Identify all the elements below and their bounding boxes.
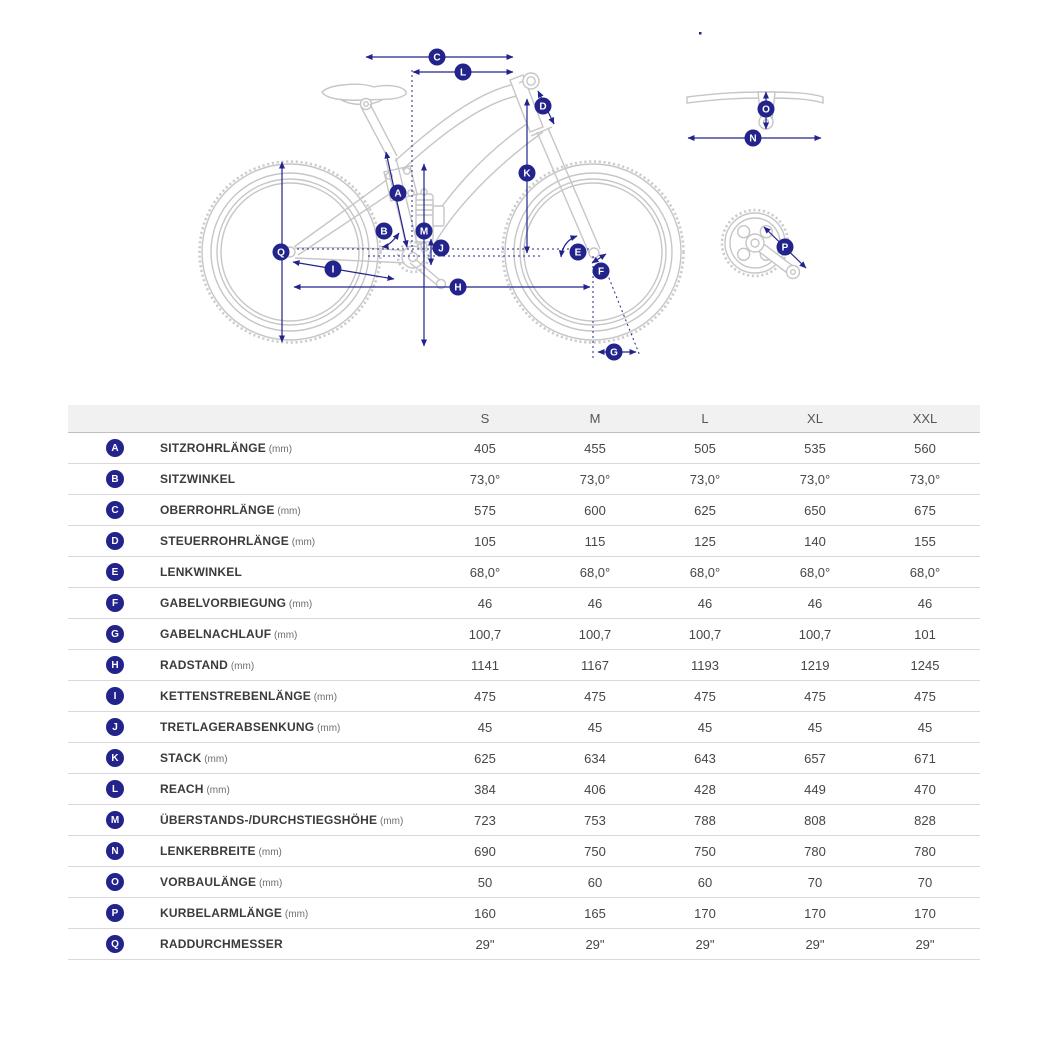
badge-b <box>376 223 393 240</box>
row-label: RADSTAND (mm) <box>160 658 255 672</box>
row-label: VORBAULÄNGE (mm) <box>160 875 283 889</box>
row-value: 600 <box>584 502 606 518</box>
row-value: 115 <box>584 533 606 549</box>
row-value: 140 <box>804 533 826 549</box>
row-value: 45 <box>477 719 493 735</box>
badge-n <box>745 130 762 147</box>
row-value: 100,7 <box>578 626 612 642</box>
badge-o <box>758 101 775 118</box>
row-letter-badge: H <box>106 656 124 674</box>
row-value: 45 <box>917 719 933 735</box>
row-label: REACH (mm) <box>160 782 230 796</box>
svg-text:M: M <box>419 226 429 238</box>
table-row <box>68 836 980 867</box>
row-value: 170 <box>694 905 716 921</box>
row-letter-badge: B <box>106 470 124 488</box>
row-label: ÜBERSTANDS-/DURCHSTIEGSHÖHE (mm) <box>160 813 404 827</box>
row-value: 428 <box>694 781 716 797</box>
row-letter-badge: L <box>106 780 124 798</box>
row-value: 475 <box>804 688 826 704</box>
row-value: 650 <box>804 502 826 518</box>
row-label: TRETLAGERABSENKUNG (mm) <box>160 720 341 734</box>
row-value: 675 <box>914 502 936 518</box>
row-value: 475 <box>474 688 496 704</box>
row-value: 105 <box>474 533 496 549</box>
row-value: 1245 <box>910 657 940 673</box>
badge-g <box>606 344 623 361</box>
table-body <box>68 433 980 960</box>
row-label: OBERROHRLÄNGE (mm) <box>160 503 301 517</box>
row-value: 575 <box>474 502 496 518</box>
table-row <box>68 495 980 526</box>
table-row <box>68 805 980 836</box>
table-row <box>68 712 980 743</box>
row-label: STEUERROHRLÄNGE (mm) <box>160 534 316 548</box>
table-row <box>68 774 980 805</box>
row-value: 625 <box>474 750 496 766</box>
row-value: 50 <box>477 874 493 890</box>
table-header-row <box>68 405 980 433</box>
table-row <box>68 743 980 774</box>
table-row <box>68 929 980 960</box>
row-label: LENKWINKEL <box>160 565 242 579</box>
row-label: STACK (mm) <box>160 751 228 765</box>
row-value: 384 <box>474 781 496 797</box>
row-value: 73,0° <box>909 471 941 487</box>
row-value: 828 <box>914 812 936 828</box>
row-value: 449 <box>804 781 826 797</box>
row-value: 29" <box>695 936 715 952</box>
svg-text:K: K <box>523 168 531 180</box>
row-value: 780 <box>914 843 936 859</box>
geometry-table <box>68 405 980 960</box>
row-value: 155 <box>914 533 936 549</box>
badge-m <box>416 223 433 240</box>
row-label: LENKERBREITE (mm) <box>160 844 282 858</box>
svg-text:E: E <box>574 247 582 259</box>
row-letter-badge: M <box>106 811 124 829</box>
row-value: 475 <box>584 688 606 704</box>
row-value: 46 <box>697 595 713 611</box>
row-letter-badge: A <box>106 439 124 457</box>
size-header-s: S <box>480 411 490 426</box>
row-value: 1193 <box>691 657 719 673</box>
row-label: GABELNACHLAUF (mm) <box>160 627 298 641</box>
svg-text:J: J <box>438 243 444 255</box>
row-value: 45 <box>807 719 823 735</box>
row-letter-badge: D <box>106 532 124 550</box>
row-value: 1141 <box>471 657 499 673</box>
row-letter-badge: F <box>106 594 124 612</box>
row-letter-badge: O <box>106 873 124 891</box>
row-value: 68,0° <box>689 564 721 580</box>
row-value: 70 <box>807 874 823 890</box>
svg-text:D: D <box>539 101 547 113</box>
handlebar-top-view <box>687 92 823 129</box>
row-value: 73,0° <box>689 471 721 487</box>
svg-text:B: B <box>380 226 388 238</box>
svg-text:P: P <box>781 242 789 254</box>
svg-text:A: A <box>394 188 402 200</box>
row-value: 60 <box>587 874 603 890</box>
table-row <box>68 433 980 464</box>
row-value: 625 <box>694 502 716 518</box>
size-header-m: M <box>589 411 601 426</box>
svg-text:O: O <box>762 104 770 116</box>
row-value: 690 <box>474 843 496 859</box>
row-value: 643 <box>694 750 716 766</box>
row-label: SITZWINKEL <box>160 472 236 486</box>
svg-text:G: G <box>610 347 618 359</box>
row-value: 535 <box>804 440 826 456</box>
badge-i <box>325 261 342 278</box>
row-value: 165 <box>584 905 606 921</box>
row-value: 406 <box>584 781 606 797</box>
row-value: 46 <box>587 595 603 611</box>
row-value: 475 <box>694 688 716 704</box>
badge-j <box>433 240 450 257</box>
row-value: 29" <box>915 936 935 952</box>
row-value: 101 <box>914 626 936 642</box>
row-label: SITZROHRLÄNGE (mm) <box>160 441 293 455</box>
badge-p <box>777 239 794 256</box>
row-value: 46 <box>807 595 823 611</box>
row-value: 125 <box>694 533 716 549</box>
svg-text:Q: Q <box>277 247 285 259</box>
badge-f <box>593 263 610 280</box>
badge-q <box>273 244 290 261</box>
svg-text:I: I <box>331 264 335 276</box>
row-value: 100,7 <box>798 626 832 642</box>
row-value: 405 <box>474 440 496 456</box>
svg-text:H: H <box>454 282 462 294</box>
row-value: 723 <box>474 812 496 828</box>
row-value: 73,0° <box>579 471 611 487</box>
row-label: KETTENSTREBENLÄNGE (mm) <box>160 689 338 703</box>
stray-dot <box>699 32 702 35</box>
row-value: 475 <box>914 688 936 704</box>
row-value: 505 <box>694 440 716 456</box>
table-row <box>68 557 980 588</box>
bike-geometry-diagram <box>0 0 1040 400</box>
table-row <box>68 650 980 681</box>
row-value: 455 <box>584 440 606 456</box>
bike-frame <box>294 73 600 289</box>
row-value: 750 <box>694 843 716 859</box>
row-label: RADDURCHMESSER <box>160 937 283 951</box>
row-value: 29" <box>805 936 825 952</box>
row-value: 45 <box>587 719 603 735</box>
row-letter-badge: J <box>106 718 124 736</box>
row-label: GABELVORBIEGUNG (mm) <box>160 596 313 610</box>
row-value: 46 <box>477 595 493 611</box>
row-label: KURBELARMLÄNGE (mm) <box>160 906 309 920</box>
size-header-l: L <box>701 411 709 426</box>
row-value: 68,0° <box>909 564 941 580</box>
arrow-i <box>293 262 394 279</box>
row-value: 160 <box>474 905 496 921</box>
svg-text:N: N <box>749 133 757 145</box>
row-value: 100,7 <box>468 626 502 642</box>
row-letter-badge: G <box>106 625 124 643</box>
row-letter-badge: K <box>106 749 124 767</box>
row-value: 68,0° <box>579 564 611 580</box>
row-letter-badge: I <box>106 687 124 705</box>
row-letter-badge: Q <box>106 935 124 953</box>
table-row <box>68 681 980 712</box>
row-value: 1219 <box>800 657 830 673</box>
size-header-xxl: XXL <box>912 411 938 426</box>
row-value: 100,7 <box>688 626 722 642</box>
row-value: 29" <box>585 936 605 952</box>
row-value: 634 <box>584 750 606 766</box>
row-value: 46 <box>917 595 933 611</box>
row-value: 560 <box>914 440 936 456</box>
badge-d <box>535 98 552 115</box>
size-header-xl: XL <box>807 411 823 426</box>
row-value: 70 <box>917 874 933 890</box>
svg-text:C: C <box>433 52 441 64</box>
row-value: 45 <box>697 719 713 735</box>
row-value: 753 <box>584 812 606 828</box>
table-row <box>68 619 980 650</box>
row-value: 170 <box>804 905 826 921</box>
table-row <box>68 898 980 929</box>
badge-e <box>570 244 587 261</box>
row-value: 170 <box>914 905 936 921</box>
row-value: 68,0° <box>469 564 501 580</box>
rear-wheel <box>200 162 381 343</box>
row-value: 780 <box>804 843 826 859</box>
badge-l <box>455 64 472 81</box>
row-value: 29" <box>475 936 495 952</box>
row-value: 73,0° <box>799 471 831 487</box>
row-letter-badge: E <box>106 563 124 581</box>
row-value: 671 <box>914 750 936 766</box>
table-row <box>68 464 980 495</box>
table-row <box>68 526 980 557</box>
badge-c <box>429 49 446 66</box>
row-value: 808 <box>804 812 826 828</box>
row-value: 73,0° <box>469 471 501 487</box>
row-value: 470 <box>914 781 936 797</box>
table-row <box>68 867 980 898</box>
row-value: 1167 <box>581 657 609 673</box>
row-value: 68,0° <box>799 564 831 580</box>
svg-text:F: F <box>597 266 605 278</box>
svg-text:L: L <box>459 67 467 79</box>
row-value: 60 <box>697 874 713 890</box>
row-letter-badge: C <box>106 501 124 519</box>
badge-k <box>519 165 536 182</box>
badge-h <box>450 279 467 296</box>
row-letter-badge: P <box>106 904 124 922</box>
row-value: 750 <box>584 843 606 859</box>
row-value: 657 <box>804 750 826 766</box>
table-row <box>68 588 980 619</box>
badge-a <box>390 185 407 202</box>
row-letter-badge: N <box>106 842 124 860</box>
row-value: 788 <box>694 812 716 828</box>
